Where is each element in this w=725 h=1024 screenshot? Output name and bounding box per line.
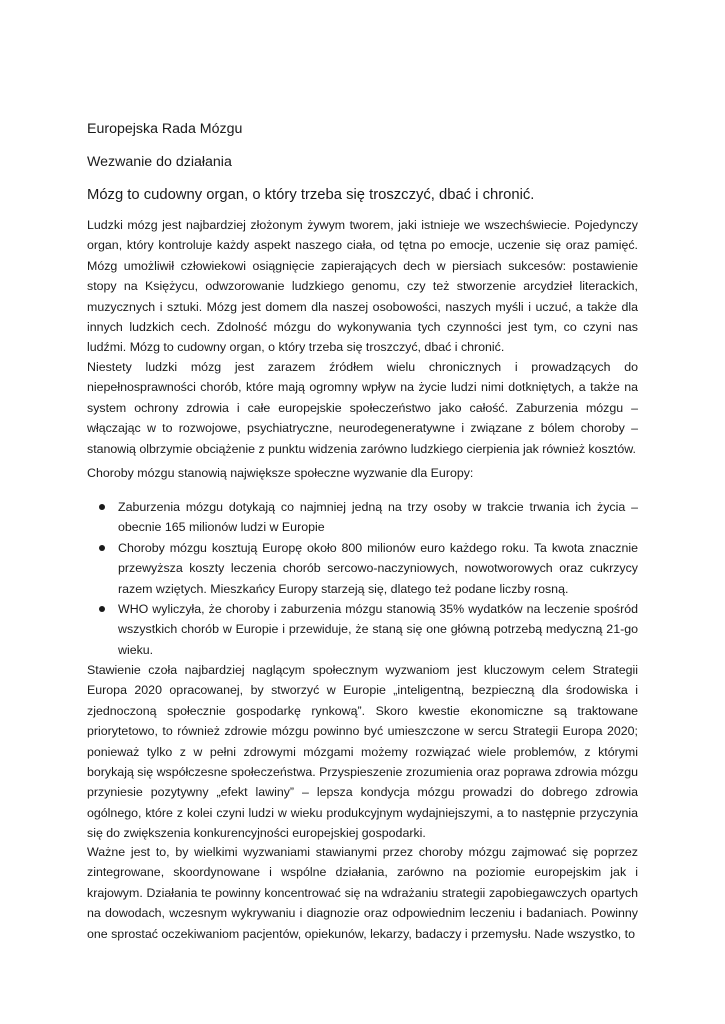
list-item	[87, 599, 638, 660]
list-item	[87, 538, 638, 599]
list-item	[87, 497, 638, 538]
bullet-dot-icon	[99, 504, 105, 510]
bullet-list	[87, 497, 638, 660]
list-item-text: WHO wyliczyła, że choroby i zaburzenia mózgu stanowią 35% wydatków na leczenie spośród wszystkich chorób w Europie i przewiduje, że staną się one główną potrzebą medyczną 21-go wieku.	[118, 602, 638, 657]
paragraph-diseases: Niestety ludzki mózg jest zarazem źródłem wielu chronicznych i prowadzących do niepełnosprawności chorób, które mają ogromny wpływ na życie ludzi nimi dotkniętych, a także na system ochrony zdrowia i całe europejskie społeczeństwo jako całość. Zaburzenia mózgu – włączając w to rozwojowe, psychiatryczne, neurodegeneratywne i związane z bólem choroby – stanowią olbrzymie obciążenie z punktu widzenia zarówno ludzkiego cierpienia jak również kosztów.	[87, 360, 638, 456]
paragraph-actions: Ważne jest to, by wielkimi wyzwaniami stawianymi przez choroby mózgu zajmować się poprzez zintegrowane, skoordynowane i wspólne działania, zarówno na poziomie europejskim jak i krajowym. Działania te powinny koncentrować się na wdrażaniu strategii zapobiegawczych opartych na dowodach, wczesnym wykrywaniu i diagnozie oraz odpowiednim leczeniu i badaniach. Powinny one sprostać oczekiwaniom pacjentów, opiekunów, lekarzy, badaczy i przemysłu. Nade wszystko, to	[87, 845, 638, 941]
list-item-text: Zaburzenia mózgu dotykają co najmniej jedną na trzy osoby w trakcie trwania ich życia – obecnie 165 milionów ludzi w Europie	[118, 500, 638, 535]
document-title: Wezwanie do działania	[87, 154, 232, 170]
paragraph-challenge-lead: Choroby mózgu stanowią największe społeczne wyzwanie dla Europy:	[87, 466, 474, 480]
organization-title: Europejska Rada Mózgu	[87, 121, 243, 137]
list-item-text: Choroby mózgu kosztują Europę około 800 milionów euro każdego roku. Ta kwota znacznie przewyższa koszty leczenia chorób sercowo-naczyniowych, nowotworowych oraz cukrzycy razem wziętych. Mieszkańcy Europy starzeją się, dlatego też podane liczby rosną.	[118, 540, 638, 596]
paragraph-strategy: Stawienie czoła najbardziej naglącym społecznym wyzwaniom jest kluczowym celem Strategii Europa 2020 opracowanej, by stworzyć w Europie „inteligentną, bezpieczną dla środowiska i zjednoczoną społecznie gospodarkę rynkową”. Skoro kwestie ekonomiczne są traktowane priorytetowo, to również zdrowie mózgu powinno być umieszczone w sercu Strategii Europa 2020; ponieważ tylko z w pełni zdrowymi mózgami możemy rozwiązać wiele problemów, z którymi borykają się współczesne społeczeństwa. Przyspieszenie zrozumienia oraz poprawa zdrowia mózgu przyniesie pozytywny „efekt lawiny” – lepsza kondycja mózgu prowadzi do dobrego zdrowia ogólnego, które z kolei czyni ludzi w wieku produkcyjnym wydajniejszymi, a to następnie przyczynia się do zwiększenia konkurencyjności europejskiej gospodarki.	[87, 663, 638, 841]
paragraph-intro: Ludzki mózg jest najbardziej złożonym żywym tworem, jaki istnieje we wszechświecie. Pojedynczy organ, który kontroluje każdy aspekt naszego ciała, od tętna po emocje, uczenie się oraz pamięć. Mózg umożliwił człowiekowi osiągnięcie zapierających dech w piersiach sukcesów: postawienie stopy na Księżycu, odwzorowanie ludzkiego genomu, czy też stworzenie arcydzieł literackich, muzycznych i sztuki. Mózg jest domem dla naszej osobowości, naszych myśli i uczuć, a także dla innych ludzkich cech. Zdolność mózgu do wykonywania tych czynności jest tym, co czyni nas ludźmi. Mózg to cudowny organ, o który trzeba się troszczyć, dbać i chronić.	[87, 218, 638, 355]
bullet-dot-icon	[99, 545, 105, 551]
bullet-dot-icon	[99, 606, 105, 612]
headline: Mózg to cudowny organ, o który trzeba się troszczyć, dbać i chronić.	[87, 187, 535, 203]
